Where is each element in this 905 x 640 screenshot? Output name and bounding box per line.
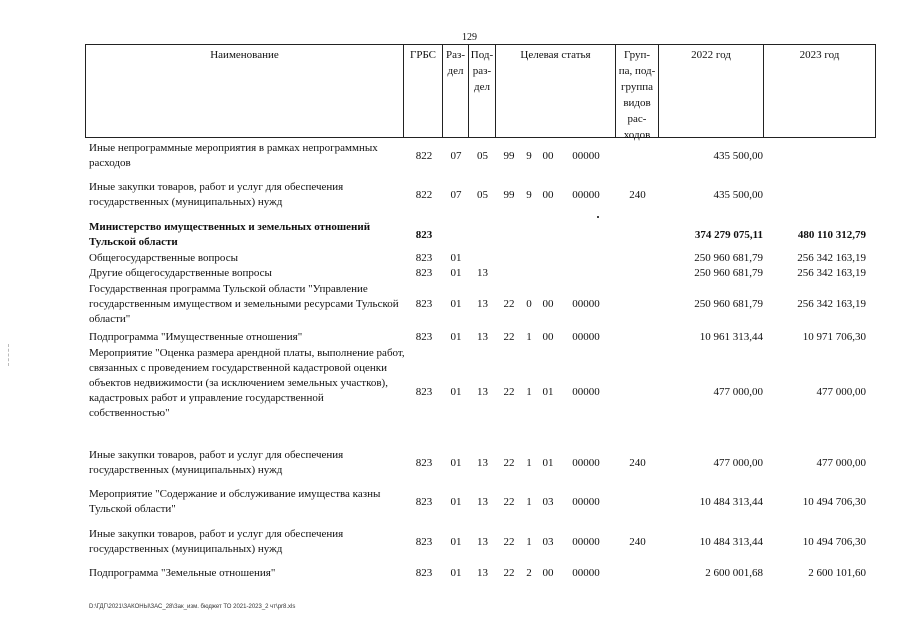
cell-2022: 10 961 313,44 [699, 331, 763, 343]
cell-grbs: 823 [415, 456, 433, 469]
cell-c1: 22 [503, 385, 515, 398]
cell-pr: 13 [477, 331, 488, 343]
table-row [85, 266, 876, 281]
cell-rz: 01 [450, 495, 462, 508]
cell-rz: 01 [450, 298, 462, 310]
cell-c4: 00000 [572, 385, 600, 398]
cell-vr: 240 [629, 535, 646, 548]
cell-grbs: 823 [415, 385, 433, 398]
cell-2022: 435 500,00 [713, 188, 763, 201]
table-row [85, 448, 876, 478]
cell-c1: 22 [503, 456, 515, 469]
header-target-article: Целевая статья [496, 44, 616, 138]
cell-2023: 477 000,00 [816, 385, 866, 398]
cell-2023: 2 600 101,60 [808, 567, 866, 579]
cell-c1: 99 [503, 149, 515, 162]
cell-vr: 240 [629, 188, 646, 201]
cell-rz: 01 [450, 567, 462, 579]
cell-c4: 00000 [572, 188, 600, 201]
cell-grbs: 823 [415, 252, 433, 264]
table-header [85, 44, 876, 141]
table-row [85, 220, 876, 250]
cell-pr: 13 [477, 535, 488, 548]
cell-c2: 1 [526, 456, 532, 469]
cell-rz: 01 [450, 456, 462, 469]
table-row [85, 282, 876, 327]
cell-vr: 240 [629, 456, 646, 469]
row-name: Мероприятие "Оценка размера арендной платы, выполнение работ, связанных с проведением государственной кадастровой оценки объектов недвижимости (за исключением земельных участков), кадастровых работ и управление государственной собственностью" [89, 347, 405, 419]
cell-2023: 10 494 706,30 [802, 495, 866, 508]
cell-c3: 00 [542, 331, 554, 343]
table-row [85, 527, 876, 557]
cell-c2: 0 [526, 298, 532, 310]
table-row [85, 330, 876, 345]
margin-mark [8, 344, 10, 366]
cell-rz: 01 [450, 331, 462, 343]
cell-c3: 01 [542, 385, 554, 398]
cell-c2: 9 [526, 188, 532, 201]
cell-2022: 250 960 681,79 [694, 252, 763, 264]
cell-c3: 00 [542, 149, 554, 162]
cell-c3: 03 [542, 535, 554, 548]
cell-2022: 477 000,00 [713, 385, 763, 398]
cell-c4: 00000 [572, 456, 600, 469]
cell-rz: 07 [450, 188, 462, 201]
cell-c4: 00000 [572, 298, 600, 310]
cell-c4: 00000 [572, 149, 600, 162]
cell-pr: 05 [477, 149, 488, 162]
row-name: Другие общегосударственные вопросы [89, 267, 272, 279]
cell-2023: 256 342 163,19 [797, 298, 866, 310]
cell-c1: 22 [503, 567, 515, 579]
cell-2023: 256 342 163,19 [797, 267, 866, 279]
cell-c4: 00000 [572, 495, 600, 508]
cell-rz: 01 [450, 267, 462, 279]
file-path-footer: D:\ГДГ\2021\ЗАКОНЫ\ЗАС_28\Зак_изм. бюджет ТО 2021-2023_2 чт\pr8.xls [89, 604, 296, 610]
cell-pr: 13 [477, 298, 488, 310]
cell-pr: 05 [477, 188, 488, 201]
cell-c4: 00000 [572, 567, 600, 579]
header-name: Наименование [85, 44, 404, 138]
cell-c3: 00 [542, 298, 554, 310]
table-row [85, 346, 876, 438]
table-row [85, 251, 876, 266]
table-row [85, 487, 876, 517]
cell-c1: 99 [503, 188, 515, 201]
table-row [85, 141, 876, 171]
stray-dot [597, 216, 599, 218]
header-podrazdel: Под- раз- дел [469, 44, 496, 138]
cell-2023: 477 000,00 [816, 456, 866, 469]
cell-grbs: 823 [415, 228, 433, 241]
page-number: 129 [462, 32, 477, 43]
header-grbs: ГРБС [404, 44, 443, 138]
cell-grbs: 822 [415, 149, 433, 162]
cell-c4: 00000 [572, 331, 600, 343]
cell-grbs: 823 [415, 495, 433, 508]
cell-c2: 1 [526, 495, 532, 508]
header-razdel: Раз- дел [443, 44, 469, 138]
cell-grbs: 823 [415, 535, 433, 548]
cell-grbs: 823 [415, 567, 433, 579]
cell-pr: 13 [477, 267, 488, 279]
row-name: Иные закупки товаров, работ и услуг для обеспечения государственных (муниципальных) нужд [89, 449, 344, 476]
cell-grbs: 823 [415, 267, 433, 279]
cell-pr: 13 [477, 567, 488, 579]
row-name: Мероприятие "Содержание и обслуживание имущества казны Тульской области" [89, 488, 381, 515]
cell-rz: 07 [450, 149, 462, 162]
cell-rz: 01 [450, 385, 462, 398]
row-name: Подпрограмма "Земельные отношения" [89, 567, 276, 579]
cell-pr: 13 [477, 495, 488, 508]
cell-2023: 256 342 163,19 [797, 252, 866, 264]
cell-2022: 250 960 681,79 [694, 267, 763, 279]
cell-pr: 13 [477, 456, 488, 469]
cell-c2: 2 [526, 567, 532, 579]
cell-2022: 10 484 313,44 [699, 535, 763, 548]
cell-grbs: 823 [415, 298, 433, 310]
header-2022: 2022 год [659, 44, 764, 138]
row-name: Иные непрограммные мероприятия в рамках непрограммных расходов [89, 142, 378, 169]
cell-c2: 9 [526, 149, 532, 162]
cell-c2: 1 [526, 385, 532, 398]
table-row [85, 566, 876, 581]
cell-c1: 22 [503, 535, 515, 548]
header-expense-type: Груп- па, под- группа видов рас- ходов [616, 44, 659, 138]
cell-c3: 00 [542, 188, 554, 201]
cell-pr: 13 [477, 385, 488, 398]
cell-c3: 03 [542, 495, 554, 508]
cell-2022: 250 960 681,79 [694, 298, 763, 310]
cell-2022: 374 279 075,11 [694, 228, 763, 241]
row-name: Министерство имущественных и земельных отношений Тульской области [89, 221, 371, 248]
cell-c1: 22 [503, 298, 515, 310]
row-name: Государственная программа Тульской области "Управление государственным имуществом и земельными ресурсами Тульской области" [89, 283, 399, 325]
cell-grbs: 822 [415, 188, 433, 201]
cell-c1: 22 [503, 495, 515, 508]
cell-2023: 10 971 706,30 [802, 331, 866, 343]
cell-c3: 00 [542, 567, 554, 579]
row-name: Иные закупки товаров, работ и услуг для обеспечения государственных (муниципальных) нужд [89, 181, 344, 208]
cell-c2: 1 [526, 535, 532, 548]
cell-c1: 22 [503, 331, 515, 343]
cell-c4: 00000 [572, 535, 600, 548]
row-name: Общегосударственные вопросы [89, 252, 238, 264]
row-name: Иные закупки товаров, работ и услуг для обеспечения государственных (муниципальных) нужд [89, 528, 344, 555]
cell-2022: 477 000,00 [713, 456, 763, 469]
cell-c2: 1 [526, 331, 532, 343]
table-row [85, 180, 876, 210]
cell-2023: 480 110 312,79 [797, 228, 866, 241]
cell-c3: 01 [542, 456, 554, 469]
cell-rz: 01 [450, 252, 462, 264]
cell-2022: 2 600 001,68 [705, 567, 763, 579]
cell-grbs: 823 [415, 331, 433, 343]
header-2023: 2023 год [764, 44, 876, 138]
cell-2022: 435 500,00 [713, 149, 763, 162]
row-name: Подпрограмма "Имущественные отношения" [89, 331, 303, 343]
cell-2023: 10 494 706,30 [802, 535, 866, 548]
cell-rz: 01 [450, 535, 462, 548]
cell-2022: 10 484 313,44 [699, 495, 763, 508]
